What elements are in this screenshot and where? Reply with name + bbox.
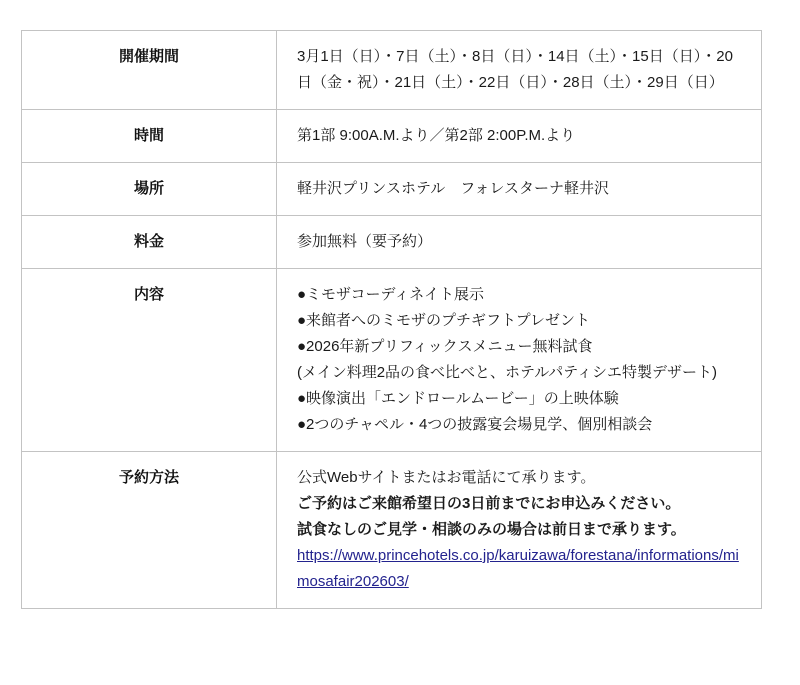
content-line: 公式Webサイトまたはお電話にて承ります。 (297, 469, 596, 486)
content-line: 第1部 9:00A.M.より／第2部 2:00P.M.より (297, 127, 576, 144)
content-line: ●2つのチャペル・4つの披露宴会場見学、個別相談会 (297, 416, 653, 433)
content-line: (メイン料理2品の食べ比べと、ホテルパティシエ特製デザート) (297, 364, 718, 381)
row-content-reservation (277, 452, 762, 609)
content-line: 軽井沢プリンスホテル フォレスターナ軽井沢 (297, 180, 610, 197)
table-row-fee (22, 216, 762, 269)
content-line: ●2026年新プリフィックスメニュー無料試食 (297, 338, 593, 355)
content-line: ●ミモザコーディネイト展示 (297, 286, 484, 303)
table-row-reservation (22, 452, 762, 609)
row-content-contents (277, 269, 762, 452)
table-row-place (22, 163, 762, 216)
row-label-place: 場所 (22, 163, 277, 216)
row-label-time: 時間 (22, 110, 277, 163)
content-line: 試食なしのご見学・相談のみの場合は前日まで承ります。 (297, 521, 686, 538)
row-content-period (277, 31, 762, 110)
content-line: 参加無料（要予約） (297, 233, 433, 250)
row-label-fee: 料金 (22, 216, 277, 269)
row-label-contents: 内容 (22, 269, 277, 452)
reservation-link[interactable]: https://www.princehotels.co.jp/karuizawa/forestana/informations/mimosafair202603/ (297, 547, 739, 590)
content-line: ご予約はご来館希望日の3日前までにお申込みください。 (297, 495, 681, 512)
table-row-contents (22, 269, 762, 452)
content-line: ●映像演出「エンドロールムービー」の上映体験 (297, 390, 619, 407)
row-content-fee (277, 216, 762, 269)
table-row-time (22, 110, 762, 163)
row-content-time (277, 110, 762, 163)
event-info-table (21, 30, 762, 609)
table-body (22, 31, 762, 609)
row-label-period: 開催期間 (22, 31, 277, 110)
row-label-reservation: 予約方法 (22, 452, 277, 609)
table-row-period (22, 31, 762, 110)
row-content-place (277, 163, 762, 216)
content-line: ●来館者へのミモザのプチギフトプレゼント (297, 312, 591, 329)
content-line: 3月1日（日）・7日（土）・8日（日）・14日（土）・15日（日）・20日（金・祝）・21日（土）・22日（日）・28日（土）・29日（日） (297, 48, 733, 91)
